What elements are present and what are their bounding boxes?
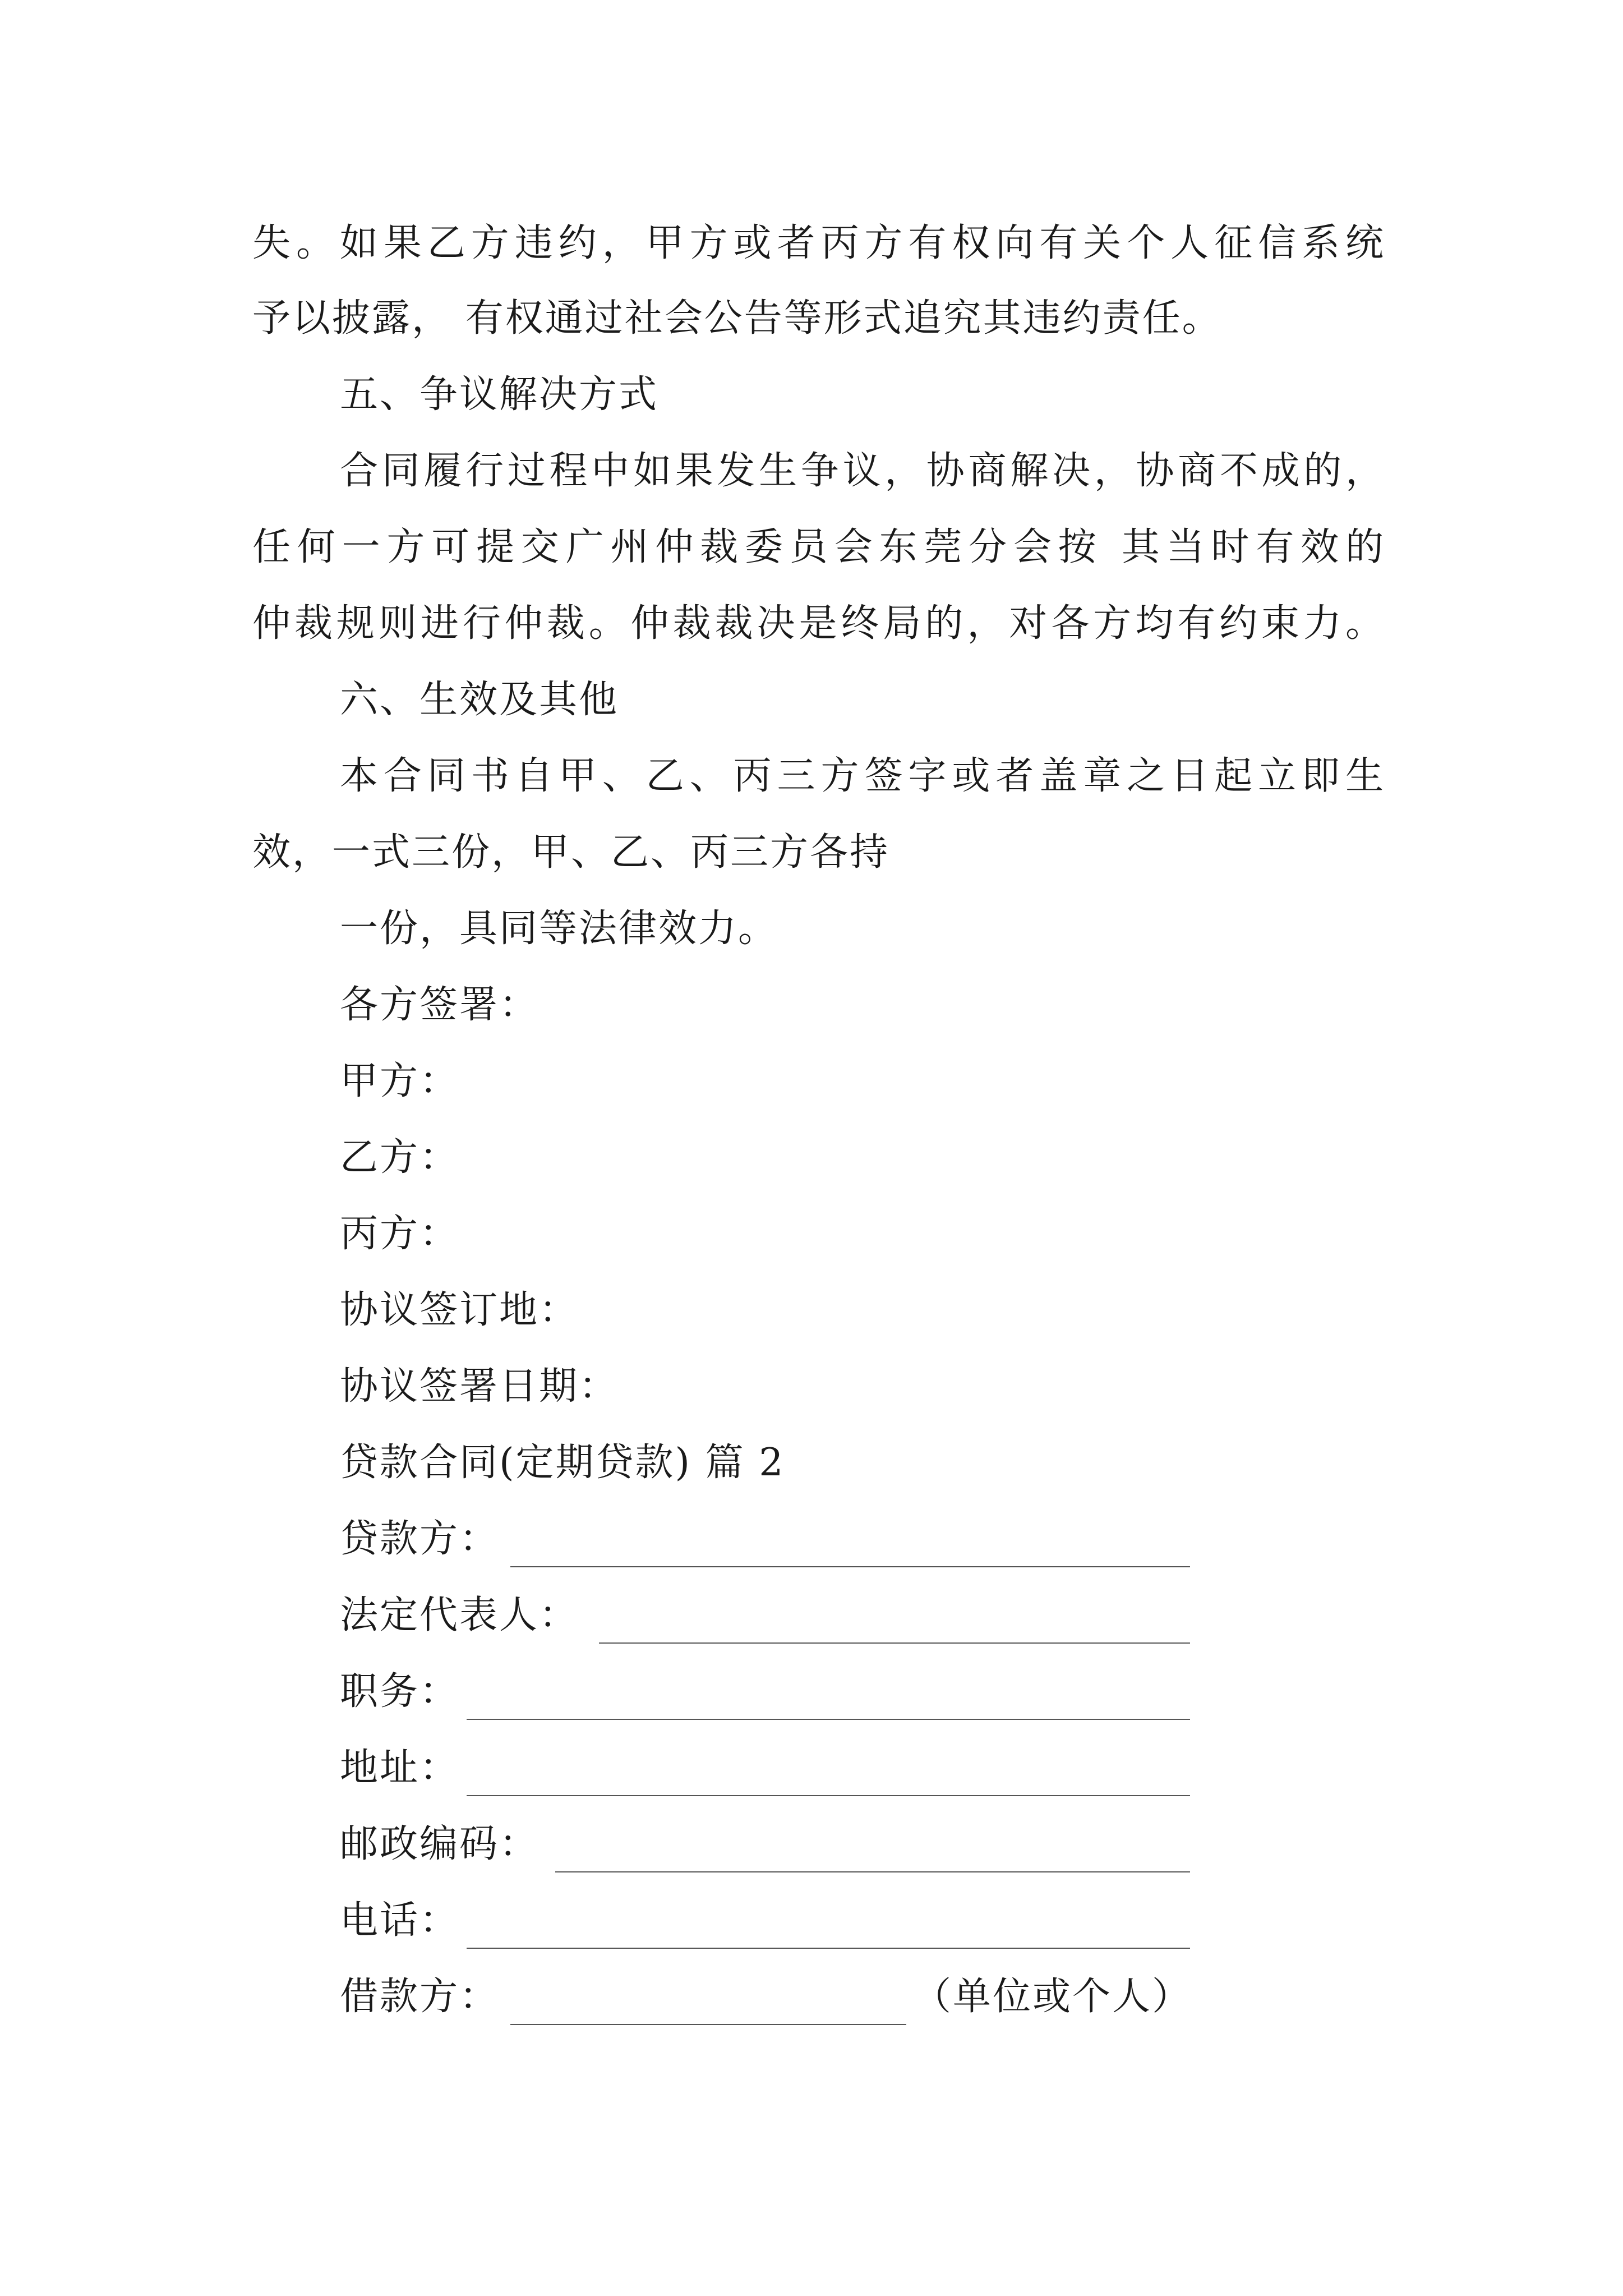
- paragraph-line: 予以披露， 有权通过社会公告等形式追究其违约责任。: [252, 296, 1222, 341]
- party-b-label: 乙方：: [340, 1135, 460, 1180]
- lender-blank: [510, 1566, 1190, 1567]
- signing-date-label: 协议签署日期：: [340, 1364, 619, 1409]
- phone-label: 电话：: [340, 1898, 460, 1943]
- position-blank: [467, 1719, 1190, 1720]
- signing-place-label: 协议签订地：: [340, 1288, 579, 1332]
- postcode-label: 邮政编码：: [340, 1822, 540, 1866]
- legal-rep-blank: [599, 1642, 1190, 1644]
- party-c-label: 丙方：: [340, 1212, 460, 1256]
- borrower-blank: [510, 2024, 906, 2025]
- signatures-heading: 各方签署：: [340, 983, 540, 1027]
- position-label: 职务：: [340, 1669, 460, 1714]
- borrower-note: （单位或个人）: [913, 1975, 1192, 2019]
- address-label: 地址：: [340, 1746, 460, 1790]
- paragraph-line: 任何一方可提交广州仲裁委员会东莞分会按 其当时有效的: [252, 525, 1385, 569]
- contract-title: 贷款合同(定期贷款) 篇 2: [340, 1441, 785, 1485]
- paragraph-line: 合同履行过程中如果发生争议，协商解决，协商不成的，: [340, 449, 1385, 493]
- postcode-blank: [555, 1871, 1190, 1872]
- paragraph-line: 效，一式三份，甲、乙、丙三方各持: [252, 830, 890, 875]
- party-a-label: 甲方：: [340, 1059, 460, 1103]
- legal-rep-label: 法定代表人：: [340, 1593, 579, 1637]
- address-blank: [467, 1795, 1190, 1796]
- borrower-label: 借款方：: [340, 1975, 500, 2019]
- paragraph-line: 本合同书自甲、乙、丙三方签字或者盖章之日起立即生: [340, 754, 1385, 798]
- lender-label: 贷款方：: [340, 1517, 500, 1561]
- section-heading: 五、争议解决方式: [340, 372, 659, 417]
- paragraph-line: 一份，具同等法律效力。: [340, 907, 778, 951]
- phone-blank: [467, 1948, 1190, 1949]
- paragraph-line: 仲裁规则进行仲裁。仲裁裁决是终局的，对各方均有约束力。: [252, 601, 1385, 646]
- paragraph-line: 失。如果乙方违约，甲方或者丙方有权向有关个人征信系统: [252, 221, 1385, 265]
- section-heading: 六、生效及其他: [340, 678, 619, 722]
